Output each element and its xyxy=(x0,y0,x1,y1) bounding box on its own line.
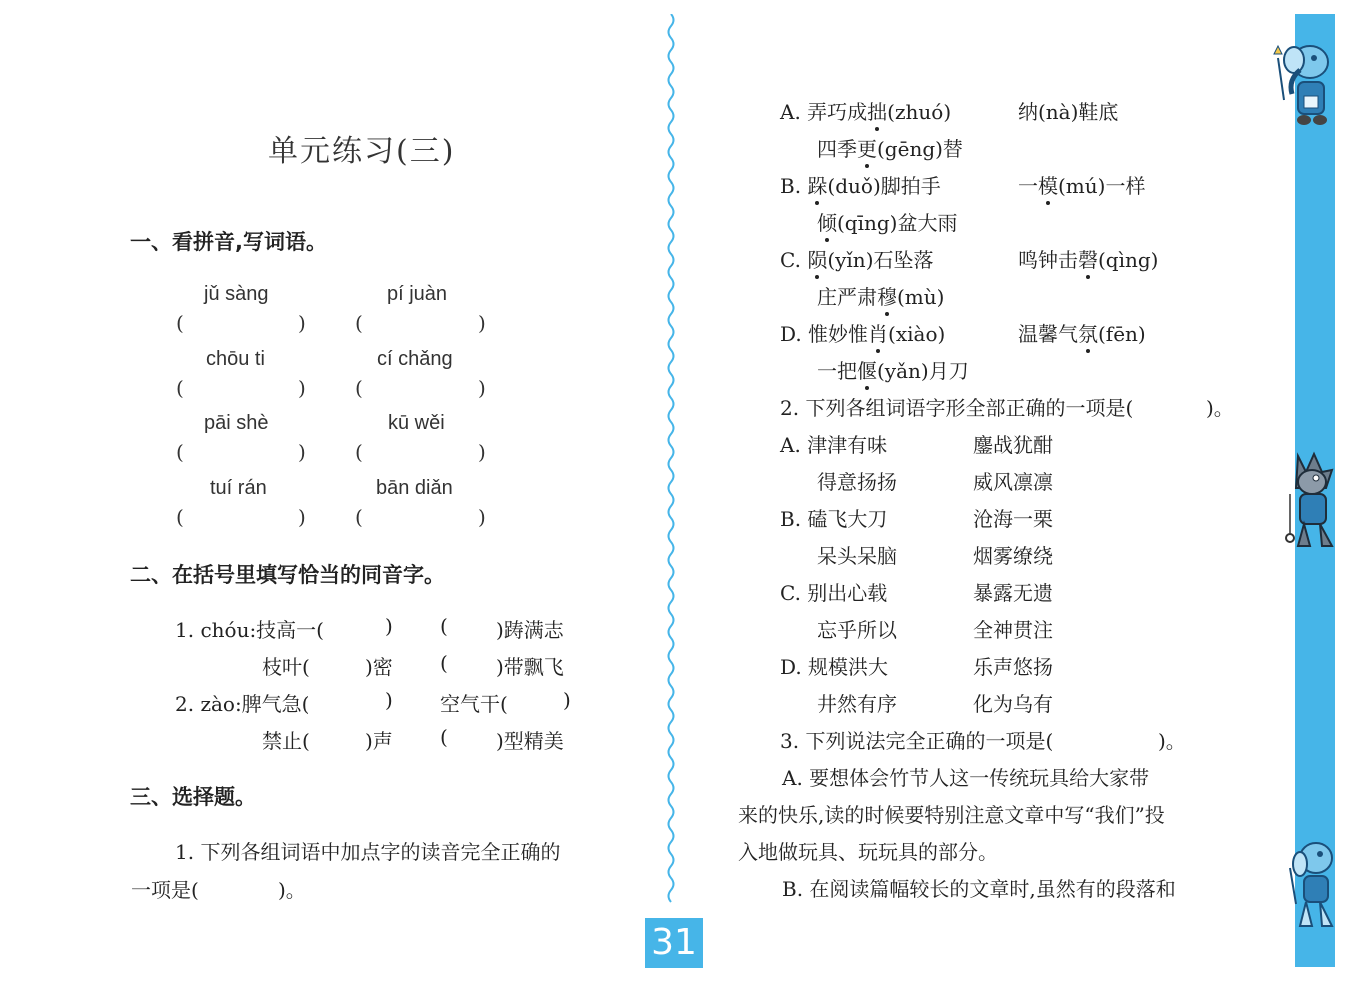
paren-open: ( xyxy=(440,725,448,749)
elephant-mascot-icon xyxy=(1270,40,1336,132)
q3-option-a-cont: 入地做玩具、玩玩具的部分。 xyxy=(738,840,998,864)
question-2-stem-end: )。 xyxy=(1206,396,1234,420)
q1-option-a-word: 四季更(gēng)替 xyxy=(817,133,963,162)
answer-blank-open: ( xyxy=(355,440,363,464)
q2-option-b: B. 磕飞大刀 xyxy=(780,507,888,531)
q1-option-c: C. 陨(yǐn)石坠落 xyxy=(780,244,934,273)
q2-option-b-word: 沧海一栗 xyxy=(973,507,1053,531)
answer-blank-close: ) xyxy=(298,376,306,400)
q2-option-a-word: 威风凛凛 xyxy=(973,470,1053,494)
homophone-word: )带飘飞 xyxy=(496,655,564,679)
answer-blank-open: ( xyxy=(176,311,184,335)
pinyin-label: pí juàn xyxy=(387,283,448,305)
question-2-stem: 2. 下列各组词语字形全部正确的一项是( xyxy=(780,396,1134,420)
section-3-heading: 三、选择题。 xyxy=(130,785,256,809)
q1-option-c-word: 鸣钟击磬(qìng) xyxy=(1018,244,1159,273)
paren-open: ( xyxy=(440,614,448,638)
homophone-word: 空气干( xyxy=(440,692,508,716)
answer-blank-open: ( xyxy=(176,440,184,464)
answer-blank-close: ) xyxy=(478,440,486,464)
q2-option-c-word: 全神贯注 xyxy=(973,618,1053,642)
homophone-word: )型精美 xyxy=(496,729,564,753)
q1-option-d: D. 惟妙惟肖(xiào) xyxy=(780,318,945,347)
pinyin-label: bān diǎn xyxy=(376,477,453,499)
pinyin-label: chōu ti xyxy=(206,348,265,370)
q1-option-a: A. 弄巧成拙(zhuó) xyxy=(780,96,951,125)
q1-option-d-word: 一把偃(yǎn)月刀 xyxy=(817,355,969,384)
q1-option-a-word: 纳(nà)鞋底 xyxy=(1018,100,1119,124)
homophone-word: 枝叶( xyxy=(262,655,310,679)
q3-option-b: B. 在阅读篇幅较长的文章时,虽然有的段落和 xyxy=(782,877,1176,901)
answer-blank-close: ) xyxy=(298,505,306,529)
answer-blank-close: ) xyxy=(298,440,306,464)
q1-option-b: B. 跺(duǒ)脚拍手 xyxy=(780,170,941,199)
answer-blank-close: ) xyxy=(478,505,486,529)
q2-option-d-word: 乐声悠扬 xyxy=(973,655,1053,679)
homophone-q1: 1. chóu:技高一( xyxy=(175,618,324,642)
q2-option-a: A. 津津有味 xyxy=(780,433,888,457)
question-1-stem-end: )。 xyxy=(278,878,306,902)
answer-blank-open: ( xyxy=(355,376,363,400)
answer-blank-close: ) xyxy=(478,376,486,400)
paren-open: ( xyxy=(440,651,448,675)
answer-blank-open: ( xyxy=(355,505,363,529)
q2-option-a-word: 得意扬扬 xyxy=(817,470,897,494)
paren-close: ) xyxy=(385,614,393,638)
q3-option-a: A. 要想体会竹节人这一传统玩具给大家带 xyxy=(782,766,1150,790)
pinyin-label: tuí rán xyxy=(210,477,267,499)
q1-option-b-word: 倾(qīng)盆大雨 xyxy=(817,207,958,236)
pinyin-label: pāi shè xyxy=(204,412,269,434)
q2-option-c-word: 暴露无遗 xyxy=(973,581,1053,605)
pinyin-label: cí chǎng xyxy=(377,348,453,370)
homophone-q2: 2. zào:脾气急( xyxy=(175,692,310,716)
pinyin-label: jǔ sàng xyxy=(204,283,269,305)
spine-wavy-line xyxy=(664,14,678,904)
q2-option-c: C. 别出心载 xyxy=(780,581,888,605)
q2-option-b-word: 烟雾缭绕 xyxy=(973,544,1053,568)
section-1-heading: 一、看拼音,写词语。 xyxy=(130,230,327,254)
pinyin-label: kū wěi xyxy=(388,412,445,434)
q2-option-c-word: 忘乎所以 xyxy=(817,618,897,642)
question-1-stem-cont: 一项是( xyxy=(131,878,199,902)
homophone-word: )踌满志 xyxy=(496,618,564,642)
q1-option-c-word: 庄严肃穆(mù) xyxy=(817,281,944,310)
answer-blank-open: ( xyxy=(176,376,184,400)
question-1-stem: 1. 下列各组词语中加点字的读音完全正确的 xyxy=(175,840,561,864)
question-3-stem-end: )。 xyxy=(1158,729,1186,753)
dog-mascot-icon xyxy=(1278,834,1338,934)
homophone-word: 禁止( xyxy=(262,729,310,753)
q2-option-b-word: 呆头呆脑 xyxy=(817,544,897,568)
q2-option-d: D. 规模洪大 xyxy=(780,655,889,679)
homophone-word: )密 xyxy=(365,655,393,679)
answer-blank-close: ) xyxy=(298,311,306,335)
section-2-heading: 二、在括号里填写恰当的同音字。 xyxy=(130,563,445,587)
page-title: 单元练习(三) xyxy=(268,134,456,169)
homophone-word: )声 xyxy=(365,729,393,753)
answer-blank-close: ) xyxy=(478,311,486,335)
q2-option-a-word: 鏖战犹酣 xyxy=(973,433,1053,457)
page-number: 31 xyxy=(645,918,703,968)
q3-option-a-cont: 来的快乐,读的时候要特别注意文章中写“我们”投 xyxy=(738,803,1165,827)
paren-close: ) xyxy=(563,688,571,712)
q1-option-b-word: 一模(mú)一样 xyxy=(1018,170,1145,199)
answer-blank-open: ( xyxy=(355,311,363,335)
paren-close: ) xyxy=(385,688,393,712)
answer-blank-open: ( xyxy=(176,505,184,529)
question-3-stem: 3. 下列说法完全正确的一项是( xyxy=(780,729,1054,753)
q1-option-d-word: 温馨气氛(fēn) xyxy=(1018,318,1146,347)
wolf-mascot-icon xyxy=(1276,448,1338,556)
q2-option-d-word: 化为乌有 xyxy=(973,692,1053,716)
q2-option-d-word: 井然有序 xyxy=(817,692,897,716)
